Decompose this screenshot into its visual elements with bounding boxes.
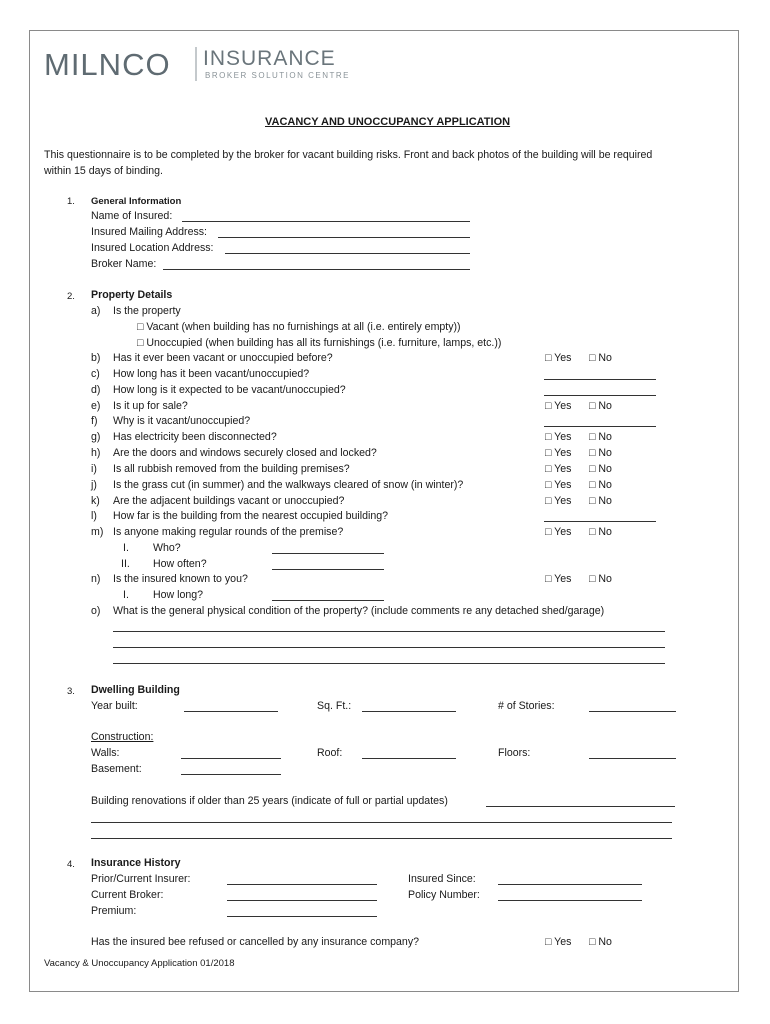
renovations-label: Building renovations if older than 25 years (indicate of full or partial updates)	[91, 795, 448, 807]
question-label: a)	[91, 305, 101, 317]
section-1-heading: General Information	[91, 196, 182, 207]
question-label: n)	[91, 573, 101, 585]
question-text: Are the adjacent buildings vacant or unoccupied?	[113, 495, 345, 507]
section-4-number: 4.	[67, 859, 75, 870]
current-broker-label: Current Broker:	[91, 889, 164, 901]
question-label: g)	[91, 431, 101, 443]
question-label: f)	[91, 415, 98, 427]
renovations-field-line[interactable]	[91, 838, 672, 839]
premium-field[interactable]	[227, 916, 377, 917]
yes-checkbox[interactable]: □ Yes	[545, 573, 572, 585]
form-title: VACANCY AND UNOCCUPANCY APPLICATION	[265, 116, 511, 128]
no-checkbox[interactable]: □ No	[589, 447, 612, 459]
name-of-insured-field[interactable]	[182, 221, 470, 222]
question-label: h)	[91, 447, 101, 459]
policy-number-field[interactable]	[498, 900, 642, 901]
renovations-field-line[interactable]	[91, 822, 672, 823]
question-label: k)	[91, 495, 100, 507]
refused-question: Has the insured bee refused or cancelled by any insurance company?	[91, 936, 420, 948]
section-4-heading: Insurance History	[91, 857, 181, 869]
no-checkbox[interactable]: □ No	[589, 495, 612, 507]
policy-number-label: Policy Number:	[408, 889, 480, 901]
question-text: Are the doors and windows securely closed and locked?	[113, 447, 377, 459]
question-text: Is it up for sale?	[113, 400, 188, 412]
no-checkbox[interactable]: □ No	[589, 526, 612, 538]
insured-since-field[interactable]	[498, 884, 642, 885]
section-2-number: 2.	[67, 291, 75, 302]
year-built-label: Year built:	[91, 700, 138, 712]
answer-field[interactable]	[544, 521, 656, 522]
roof-field[interactable]	[362, 758, 456, 759]
yes-checkbox[interactable]: □ Yes	[545, 936, 572, 948]
footer-text: Vacancy & Unoccupancy Application 01/2018	[44, 958, 235, 969]
no-checkbox[interactable]: □ No	[589, 352, 612, 364]
renovations-field-line[interactable]	[486, 806, 675, 807]
stories-field[interactable]	[589, 711, 676, 712]
prior-insurer-field[interactable]	[227, 884, 377, 885]
sq-ft-field[interactable]	[362, 711, 456, 712]
question-text: Is all rubbish removed from the building premises?	[113, 463, 350, 475]
question-text: Is the grass cut (in summer) and the walkways cleared of snow (in winter)?	[113, 479, 464, 491]
sub-question-text: Who?	[153, 542, 181, 554]
current-broker-field[interactable]	[227, 900, 377, 901]
sub-question-text: How long?	[153, 589, 204, 601]
sub-question-number: I.	[123, 542, 129, 554]
vacant-option[interactable]: □ Vacant (when building has no furnishings at all (i.e. entirely empty))	[137, 321, 461, 333]
logo-subtitle: BROKER SOLUTION CENTRE	[205, 71, 351, 80]
question-label: e)	[91, 400, 101, 412]
logo-insurance: INSURANCE	[203, 47, 336, 70]
insured-mailing-address-field[interactable]	[218, 237, 470, 238]
answer-field[interactable]	[544, 379, 656, 380]
sub-question-number: I.	[123, 589, 129, 601]
broker-name-field[interactable]	[163, 269, 470, 270]
question-text: Has it ever been vacant or unoccupied before?	[113, 352, 333, 364]
question-text: How far is the building from the nearest occupied building?	[113, 510, 389, 522]
logo-wordmark: MILNCO	[44, 47, 171, 82]
section-3-heading: Dwelling Building	[91, 684, 180, 696]
floors-label: Floors:	[498, 747, 531, 759]
no-checkbox[interactable]: □ No	[589, 479, 612, 491]
prior-insurer-label: Prior/Current Insurer:	[91, 873, 191, 885]
yes-checkbox[interactable]: □ Yes	[545, 526, 572, 538]
question-label: b)	[91, 352, 101, 364]
section-2-heading: Property Details	[91, 289, 173, 301]
logo-divider	[195, 47, 197, 81]
basement-label: Basement:	[91, 763, 142, 775]
how-often-field[interactable]	[272, 569, 384, 570]
roof-label: Roof:	[317, 747, 343, 759]
question-label: m)	[91, 526, 104, 538]
question-text: Why is it vacant/unoccupied?	[113, 415, 251, 427]
no-checkbox[interactable]: □ No	[589, 573, 612, 585]
question-text: What is the general physical condition of the property? (include comments re any detached shed/garage)	[113, 605, 605, 617]
question-label: d)	[91, 384, 101, 396]
who-field[interactable]	[272, 553, 384, 554]
basement-field[interactable]	[181, 774, 281, 775]
intro-line-1: This questionnaire is to be completed by the broker for vacant building risks. Front and back photos of the building will be required	[44, 149, 653, 161]
yes-checkbox[interactable]: □ Yes	[545, 479, 572, 491]
no-checkbox[interactable]: □ No	[589, 936, 612, 948]
insured-mailing-address-label: Insured Mailing Address:	[91, 226, 208, 238]
yes-checkbox[interactable]: □ Yes	[545, 352, 572, 364]
yes-checkbox[interactable]: □ Yes	[545, 447, 572, 459]
name-of-insured-label: Name of Insured:	[91, 210, 173, 222]
question-text: How long is it expected to be vacant/unoccupied?	[113, 384, 346, 396]
section-3-number: 3.	[67, 686, 75, 697]
question-label: j)	[91, 479, 97, 491]
sq-ft-label: Sq. Ft.:	[317, 700, 352, 712]
sub-question-text: How often?	[153, 558, 207, 570]
unoccupied-option[interactable]: □ Unoccupied (when building has all its furnishings (i.e. furniture, lamps, etc.))	[137, 337, 502, 349]
broker-name-label: Broker Name:	[91, 258, 157, 270]
condition-field-line[interactable]	[113, 663, 665, 664]
condition-field-line[interactable]	[113, 631, 665, 632]
floors-field[interactable]	[589, 758, 676, 759]
no-checkbox[interactable]: □ No	[589, 400, 612, 412]
question-text: Is the property	[113, 305, 181, 317]
question-label: i)	[91, 463, 97, 475]
question-label: o)	[91, 605, 101, 617]
answer-field[interactable]	[544, 395, 656, 396]
walls-field[interactable]	[181, 758, 281, 759]
intro-line-2: within 15 days of binding.	[44, 165, 163, 177]
question-text: Is anyone making regular rounds of the premise?	[113, 526, 344, 538]
yes-checkbox[interactable]: □ Yes	[545, 495, 572, 507]
section-1-number: 1.	[67, 196, 75, 207]
question-text: Is the insured known to you?	[113, 573, 248, 585]
year-built-field[interactable]	[184, 711, 278, 712]
insured-since-label: Insured Since:	[408, 873, 476, 885]
yes-checkbox[interactable]: □ Yes	[545, 431, 572, 443]
question-label: c)	[91, 368, 100, 380]
sub-question-number: II.	[121, 558, 130, 570]
condition-field-line[interactable]	[113, 647, 665, 648]
yes-checkbox[interactable]: □ Yes	[545, 463, 572, 475]
question-text: How long has it been vacant/unoccupied?	[113, 368, 310, 380]
stories-label: # of Stories:	[498, 700, 555, 712]
question-text: Has electricity been disconnected?	[113, 431, 277, 443]
no-checkbox[interactable]: □ No	[589, 431, 612, 443]
answer-field[interactable]	[544, 426, 656, 427]
walls-label: Walls:	[91, 747, 120, 759]
yes-checkbox[interactable]: □ Yes	[545, 400, 572, 412]
question-label: l)	[91, 510, 97, 522]
insured-location-address-label: Insured Location Address:	[91, 242, 214, 254]
how-long-field[interactable]	[272, 600, 384, 601]
premium-label: Premium:	[91, 905, 137, 917]
insured-location-address-field[interactable]	[225, 253, 470, 254]
no-checkbox[interactable]: □ No	[589, 463, 612, 475]
construction-label: Construction:	[91, 731, 154, 743]
